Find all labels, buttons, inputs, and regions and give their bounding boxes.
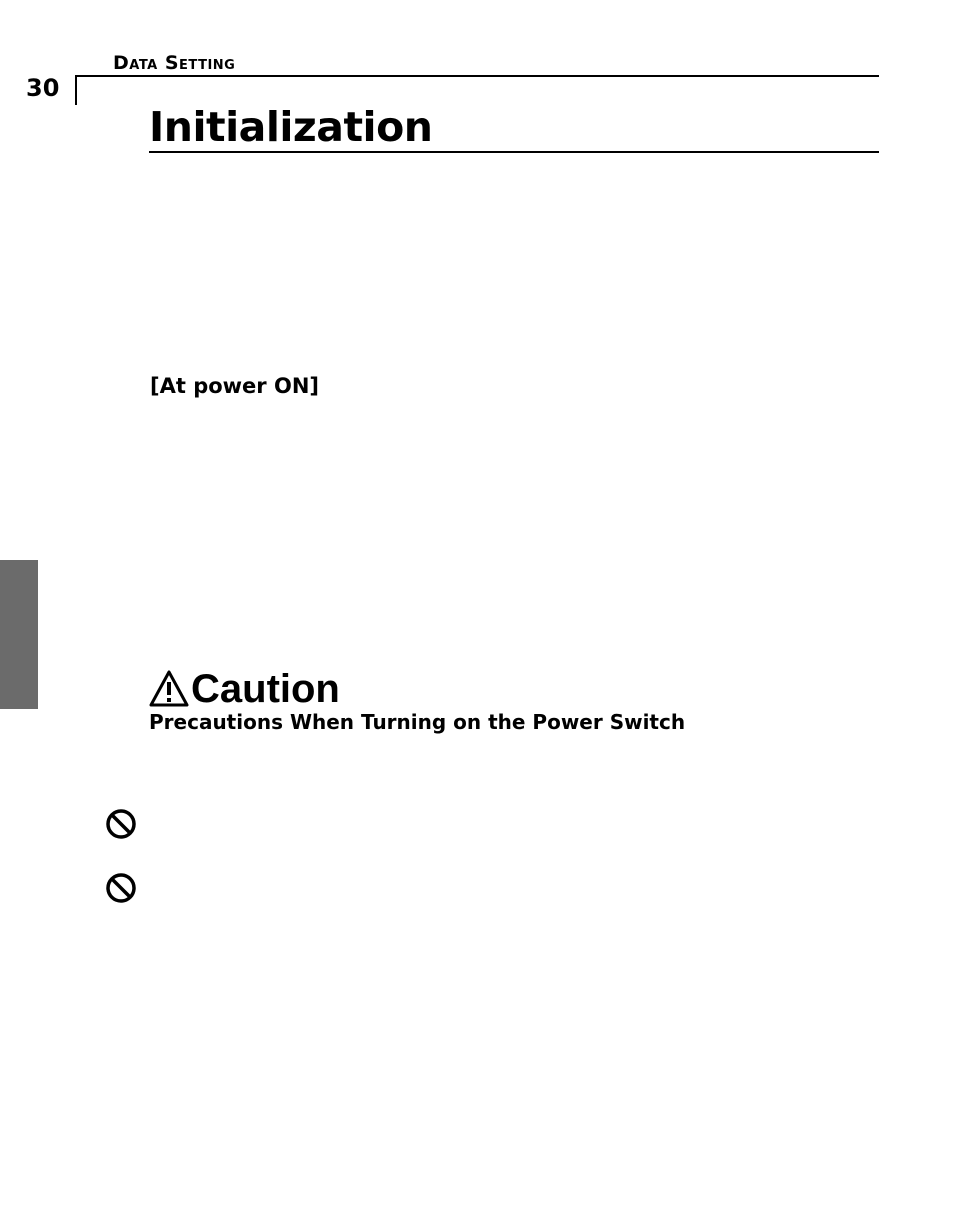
at-power-on-heading: [At power ON] — [150, 374, 319, 398]
page-number: 30 — [26, 74, 60, 102]
chapter-side-tab — [0, 560, 38, 709]
header-tick — [75, 75, 77, 105]
page-title: Initialization — [149, 103, 433, 151]
caution-subtitle: Precautions When Turning on the Power Switch — [149, 710, 686, 734]
header-rule — [75, 75, 879, 77]
section-label: Data Setting — [113, 52, 236, 74]
warning-triangle-icon — [149, 670, 189, 708]
title-rule — [149, 151, 879, 153]
prohibition-icon — [105, 872, 137, 904]
caution-title: Caution — [191, 667, 340, 711]
caution-heading — [149, 665, 340, 713]
prohibition-icon — [105, 808, 137, 840]
